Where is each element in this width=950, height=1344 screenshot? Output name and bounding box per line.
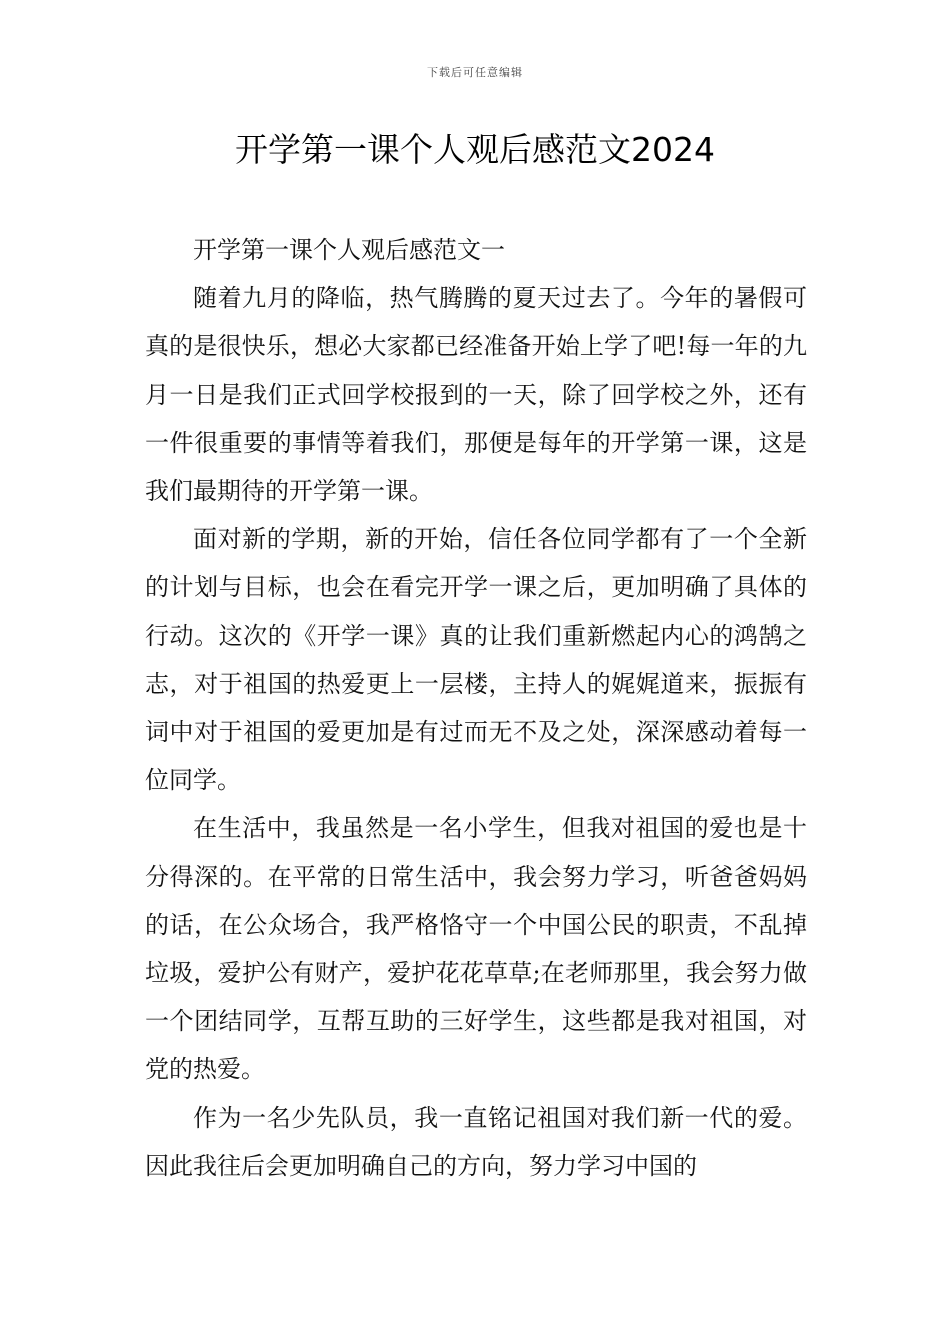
- paragraph: 在生活中，我虽然是一名小学生，但我对祖国的爱也是十分得深的。在平常的日常生活中，我会努力学习，听爸爸妈妈的话，在公众场合，我严格恪守一个中国公民的职责，不乱掉垃圾，爱护公有财产，爱护花花草草;在老师那里，我会努力做一个团结同学，互帮互助的三好学生，这些都是我对祖国，对党的热爱。: [145, 814, 807, 1084]
- document-body: [145, 226, 807, 1190]
- section-heading: 开学第一课个人观后感范文一: [193, 236, 505, 264]
- paragraph: 面对新的学期，新的开始，信任各位同学都有了一个全新的计划与目标，也会在看完开学一课之后，更加明确了具体的行动。这次的《开学一课》真的让我们重新燃起内心的鸿鹄之志，对于祖国的热爱更上一层楼，主持人的娓娓道来，振振有词中对于祖国的爱更加是有过而无不及之处，深深感动着每一位同学。: [145, 525, 807, 795]
- paragraph: 作为一名少先队员，我一直铭记祖国对我们新一代的爱。因此我往后会更加明确自己的方向，努力学习中国的: [145, 1103, 807, 1180]
- paragraph: 随着九月的降临，热气腾腾的夏天过去了。今年的暑假可真的是很快乐，想必大家都已经准备开始上学了吧!每一年的九月一日是我们正式回学校报到的一天，除了回学校之外，还有一件很重要的事情等着我们，那便是每年的开学第一课，这是我们最期待的开学第一课。: [145, 284, 807, 506]
- document-title: 开学第一课个人观后感范文2024: [235, 130, 715, 169]
- header-note: 下载后可任意编辑: [427, 66, 523, 79]
